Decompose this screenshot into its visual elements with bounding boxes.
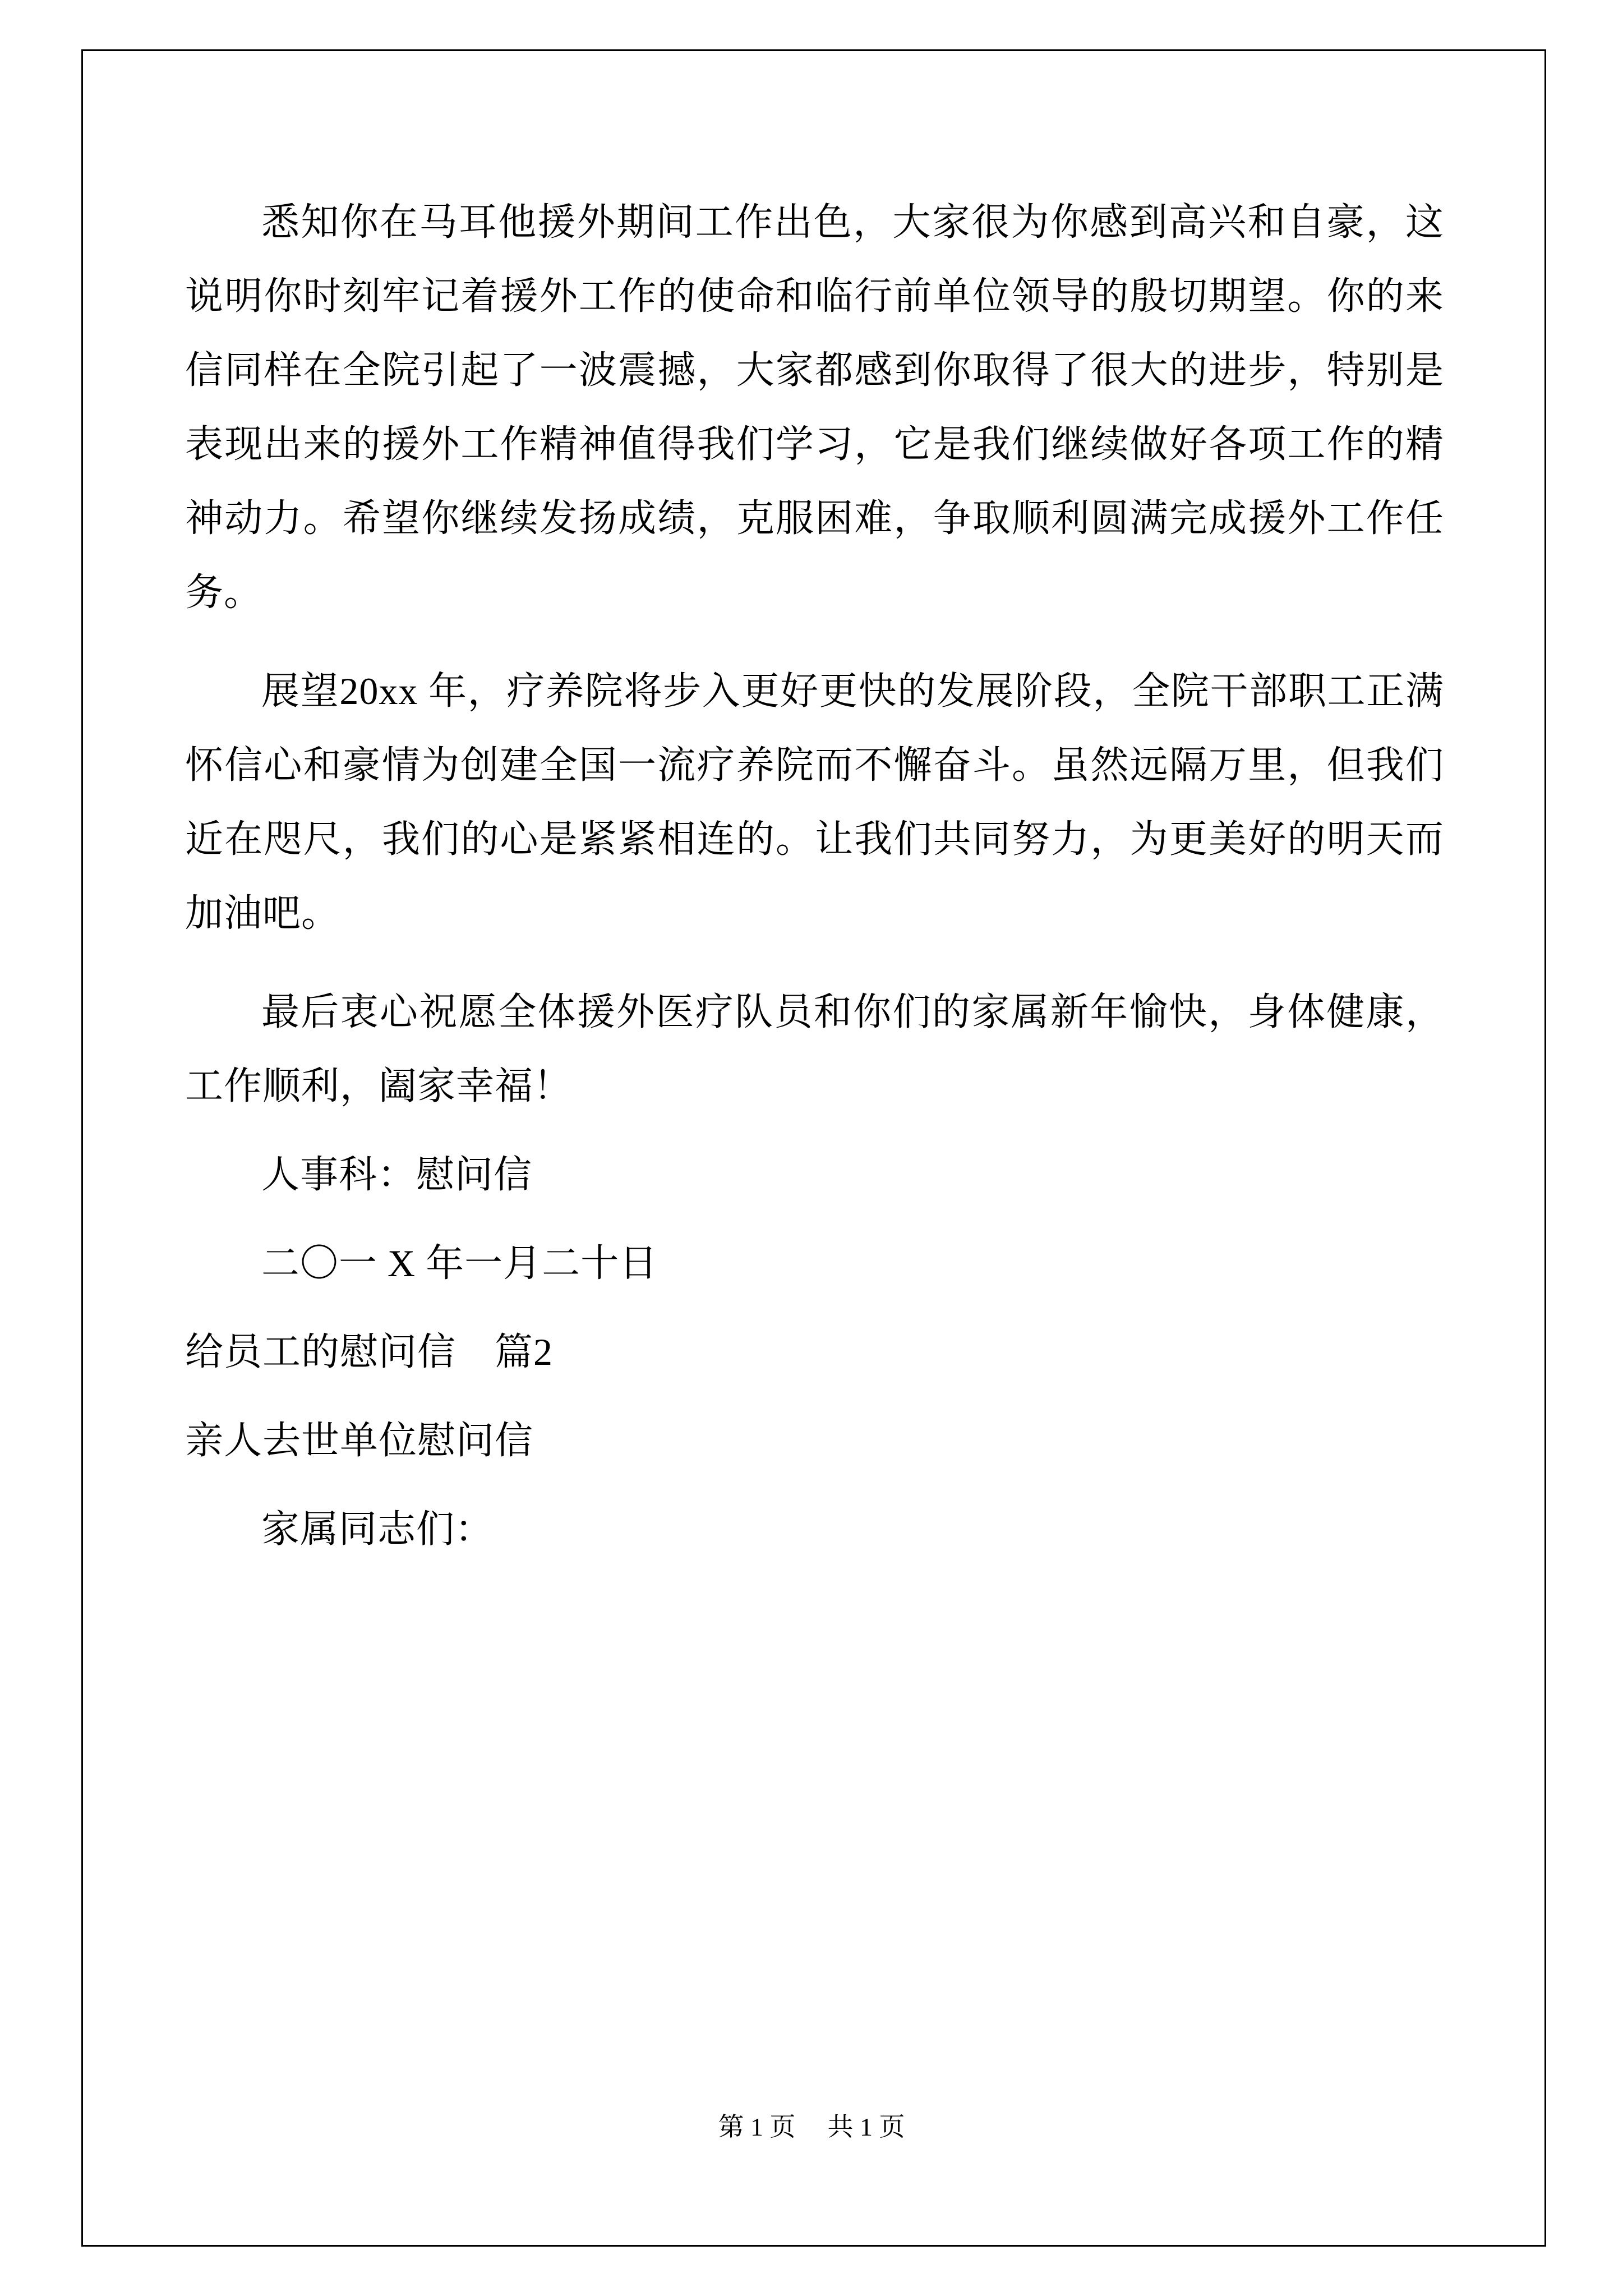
section-subheading: 亲人去世单位慰问信 (185, 1419, 534, 1462)
footer-current-page: 第 1 页 (718, 2113, 796, 2141)
page-footer (0, 2106, 1623, 2143)
paragraph-2: 展望20xx 年，疗养院将步入更好更快的发展阶段，全院干部职工正满怀信心和豪情为创建全国一流疗养院而不懈奋斗。虽然远隔万里，但我们近在咫尺，我们的心是紧紧相连的。让我们共同努力，为更美好的明天而加油吧。 (185, 670, 1444, 935)
signature-date: 二〇一 X 年一月二十日 (261, 1242, 658, 1285)
paragraph-3: 最后衷心祝愿全体援外医疗队员和你们的家属新年愉快，身体健康，工作顺利，阖家幸福！ (185, 991, 1444, 1107)
paragraph-1: 悉知你在马耳他援外期间工作出色，大家很为你感到高兴和自豪，这说明你时刻牢记着援外工作的使命和临行前单位领导的殷切期望。你的来信同样在全院引起了一波震撼，大家都感到你取得了很大的进步，特别是表现出来的援外工作精神值得我们学习，它是我们继续做好各项工作的精神动力。希望你继续发扬成绩，克服困难，争取顺利圆满完成援外工作任务。 (185, 201, 1444, 614)
section-heading: 给员工的慰问信 篇2 (185, 1331, 554, 1373)
salutation: 家属同志们： (261, 1508, 494, 1550)
footer-total-pages: 共 1 页 (827, 2113, 905, 2141)
signature-department: 人事科：慰问信 (261, 1153, 533, 1196)
document-body (185, 185, 1444, 1566)
